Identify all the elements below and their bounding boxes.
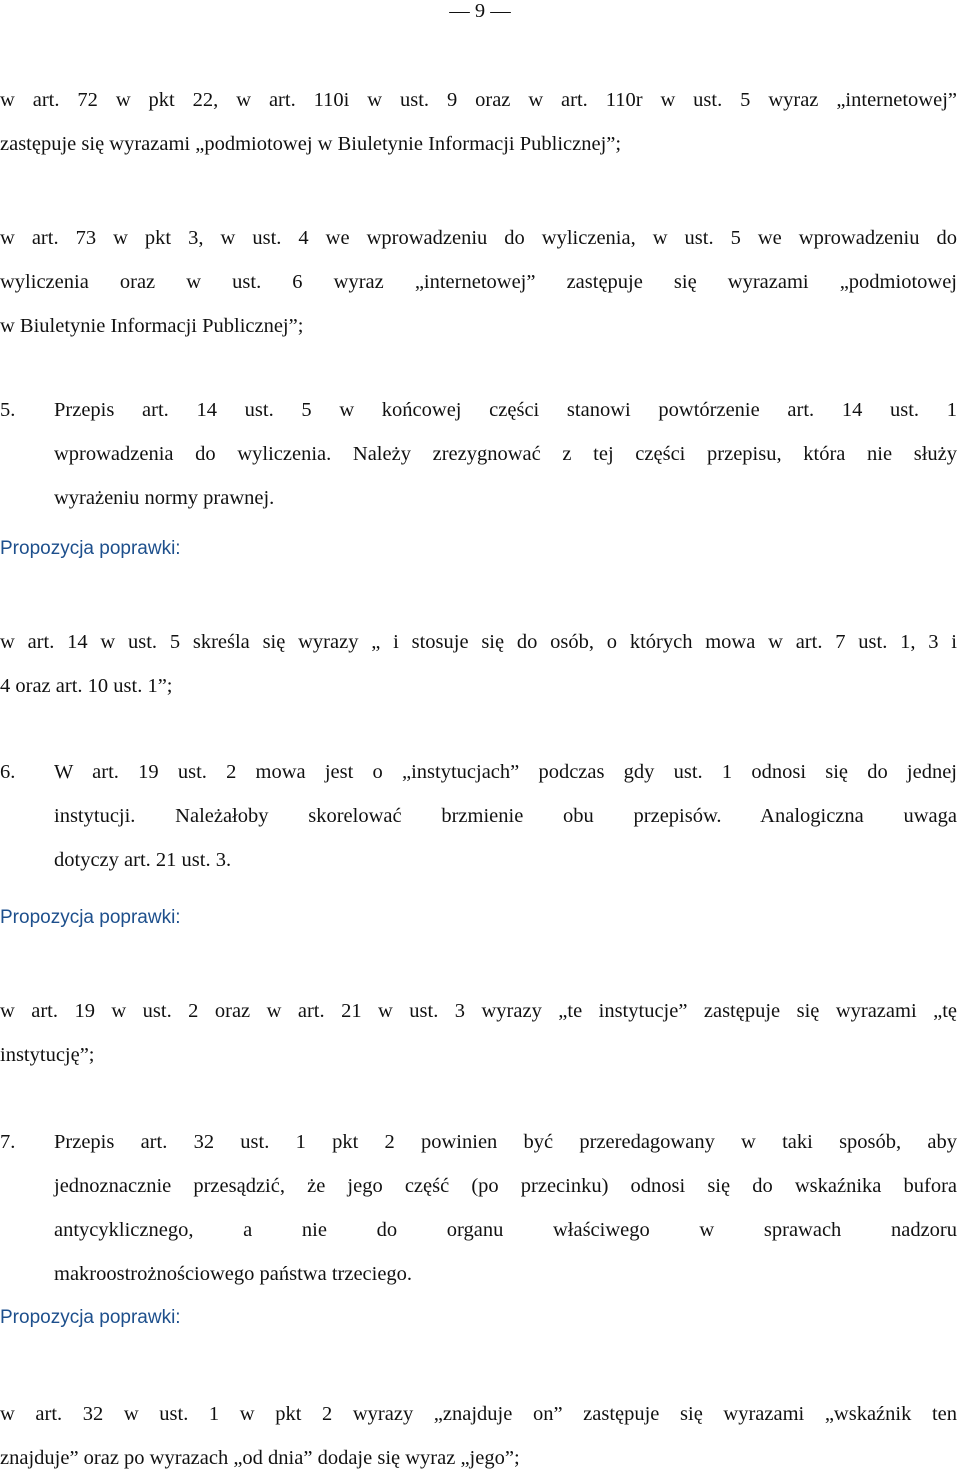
paragraph-art-14 [0, 620, 957, 708]
text-line: w art. 14 w ust. 5 skreśla się wyrazy „ i stosuje się do osób, o których mowa w art. 7 ust. 1, 3 i [0, 631, 957, 653]
text-line: zastępuje się wyrazami „podmiotowej w Biuletynie Informacji Publicznej”; [0, 133, 622, 155]
text-line: Przepis art. 14 ust. 5 w końcowej części stanowi powtórzenie art. 14 ust. 1 [54, 399, 957, 421]
paragraph-art-19 [0, 989, 957, 1077]
text-line: 4 oraz art. 10 ust. 1”; [0, 675, 173, 697]
text-line: instytucję”; [0, 1044, 95, 1066]
text-line: w Biuletynie Informacji Publicznej”; [0, 315, 304, 337]
text-line: w art. 72 w pkt 22, w art. 110i w ust. 9 oraz w art. 110r w ust. 5 wyraz „internetowej” [0, 89, 957, 111]
proposal-heading: Propozycja poprawki: [0, 907, 181, 928]
text-line: w art. 73 w pkt 3, w ust. 4 we wprowadzeniu do wyliczenia, w ust. 5 we wprowadzeniu do [0, 227, 957, 249]
proposal-heading: Propozycja poprawki: [0, 538, 181, 559]
text-line: jednoznacznie przesądzić, że jego część (po przecinku) odnosi się do wskaźnika bufora [54, 1175, 957, 1197]
paragraph-art-73 [0, 216, 957, 348]
paragraph-art-72 [0, 78, 957, 166]
text-line: znajduje” oraz po wyrazach „od dnia” dodaje się wyraz „jego”; [0, 1447, 520, 1469]
text-line: Przepis art. 32 ust. 1 pkt 2 powinien być przeredagowany w taki sposób, aby [54, 1131, 957, 1153]
text-line: w art. 32 w ust. 1 w pkt 2 wyrazy „znajduje on” zastępuje się wyrazami „wskaźnik ten [0, 1403, 957, 1425]
text-line: wyliczenia oraz w ust. 6 wyraz „internetowej” zastępuje się wyrazami „podmiotowej [0, 271, 957, 293]
proposal-heading: Propozycja poprawki: [0, 1307, 181, 1328]
paragraph-art-32 [0, 1392, 957, 1480]
text-line: wprowadzenia do wyliczenia. Należy zrezygnować z tej części przepisu, która nie służy [54, 443, 957, 465]
text-line: w art. 19 w ust. 2 oraz w art. 21 w ust. 3 wyrazy „te instytucje” zastępuje się wyrazami „tę [0, 1000, 957, 1022]
item-number: 6. [0, 761, 16, 783]
item-number: 7. [0, 1131, 16, 1153]
item-body [54, 750, 957, 882]
text-line: makroostrożnościowego państwa trzeciego. [54, 1263, 413, 1285]
text-line: dotyczy art. 21 ust. 3. [54, 849, 232, 871]
text-line: W art. 19 ust. 2 mowa jest o „instytucjach” podczas gdy ust. 1 odnosi się do jednej [54, 761, 957, 783]
item-number: 5. [0, 399, 16, 421]
item-body [54, 388, 957, 520]
text-line: instytucji. Należałoby skorelować brzmienie obu przepisów. Analogiczna uwaga [54, 805, 957, 827]
page-number: — 9 — [449, 0, 511, 22]
text-line: antycyklicznego, a nie do organu właściwego w sprawach nadzoru [54, 1219, 957, 1241]
item-body [54, 1120, 957, 1296]
text-line: wyrażeniu normy prawnej. [54, 487, 275, 509]
